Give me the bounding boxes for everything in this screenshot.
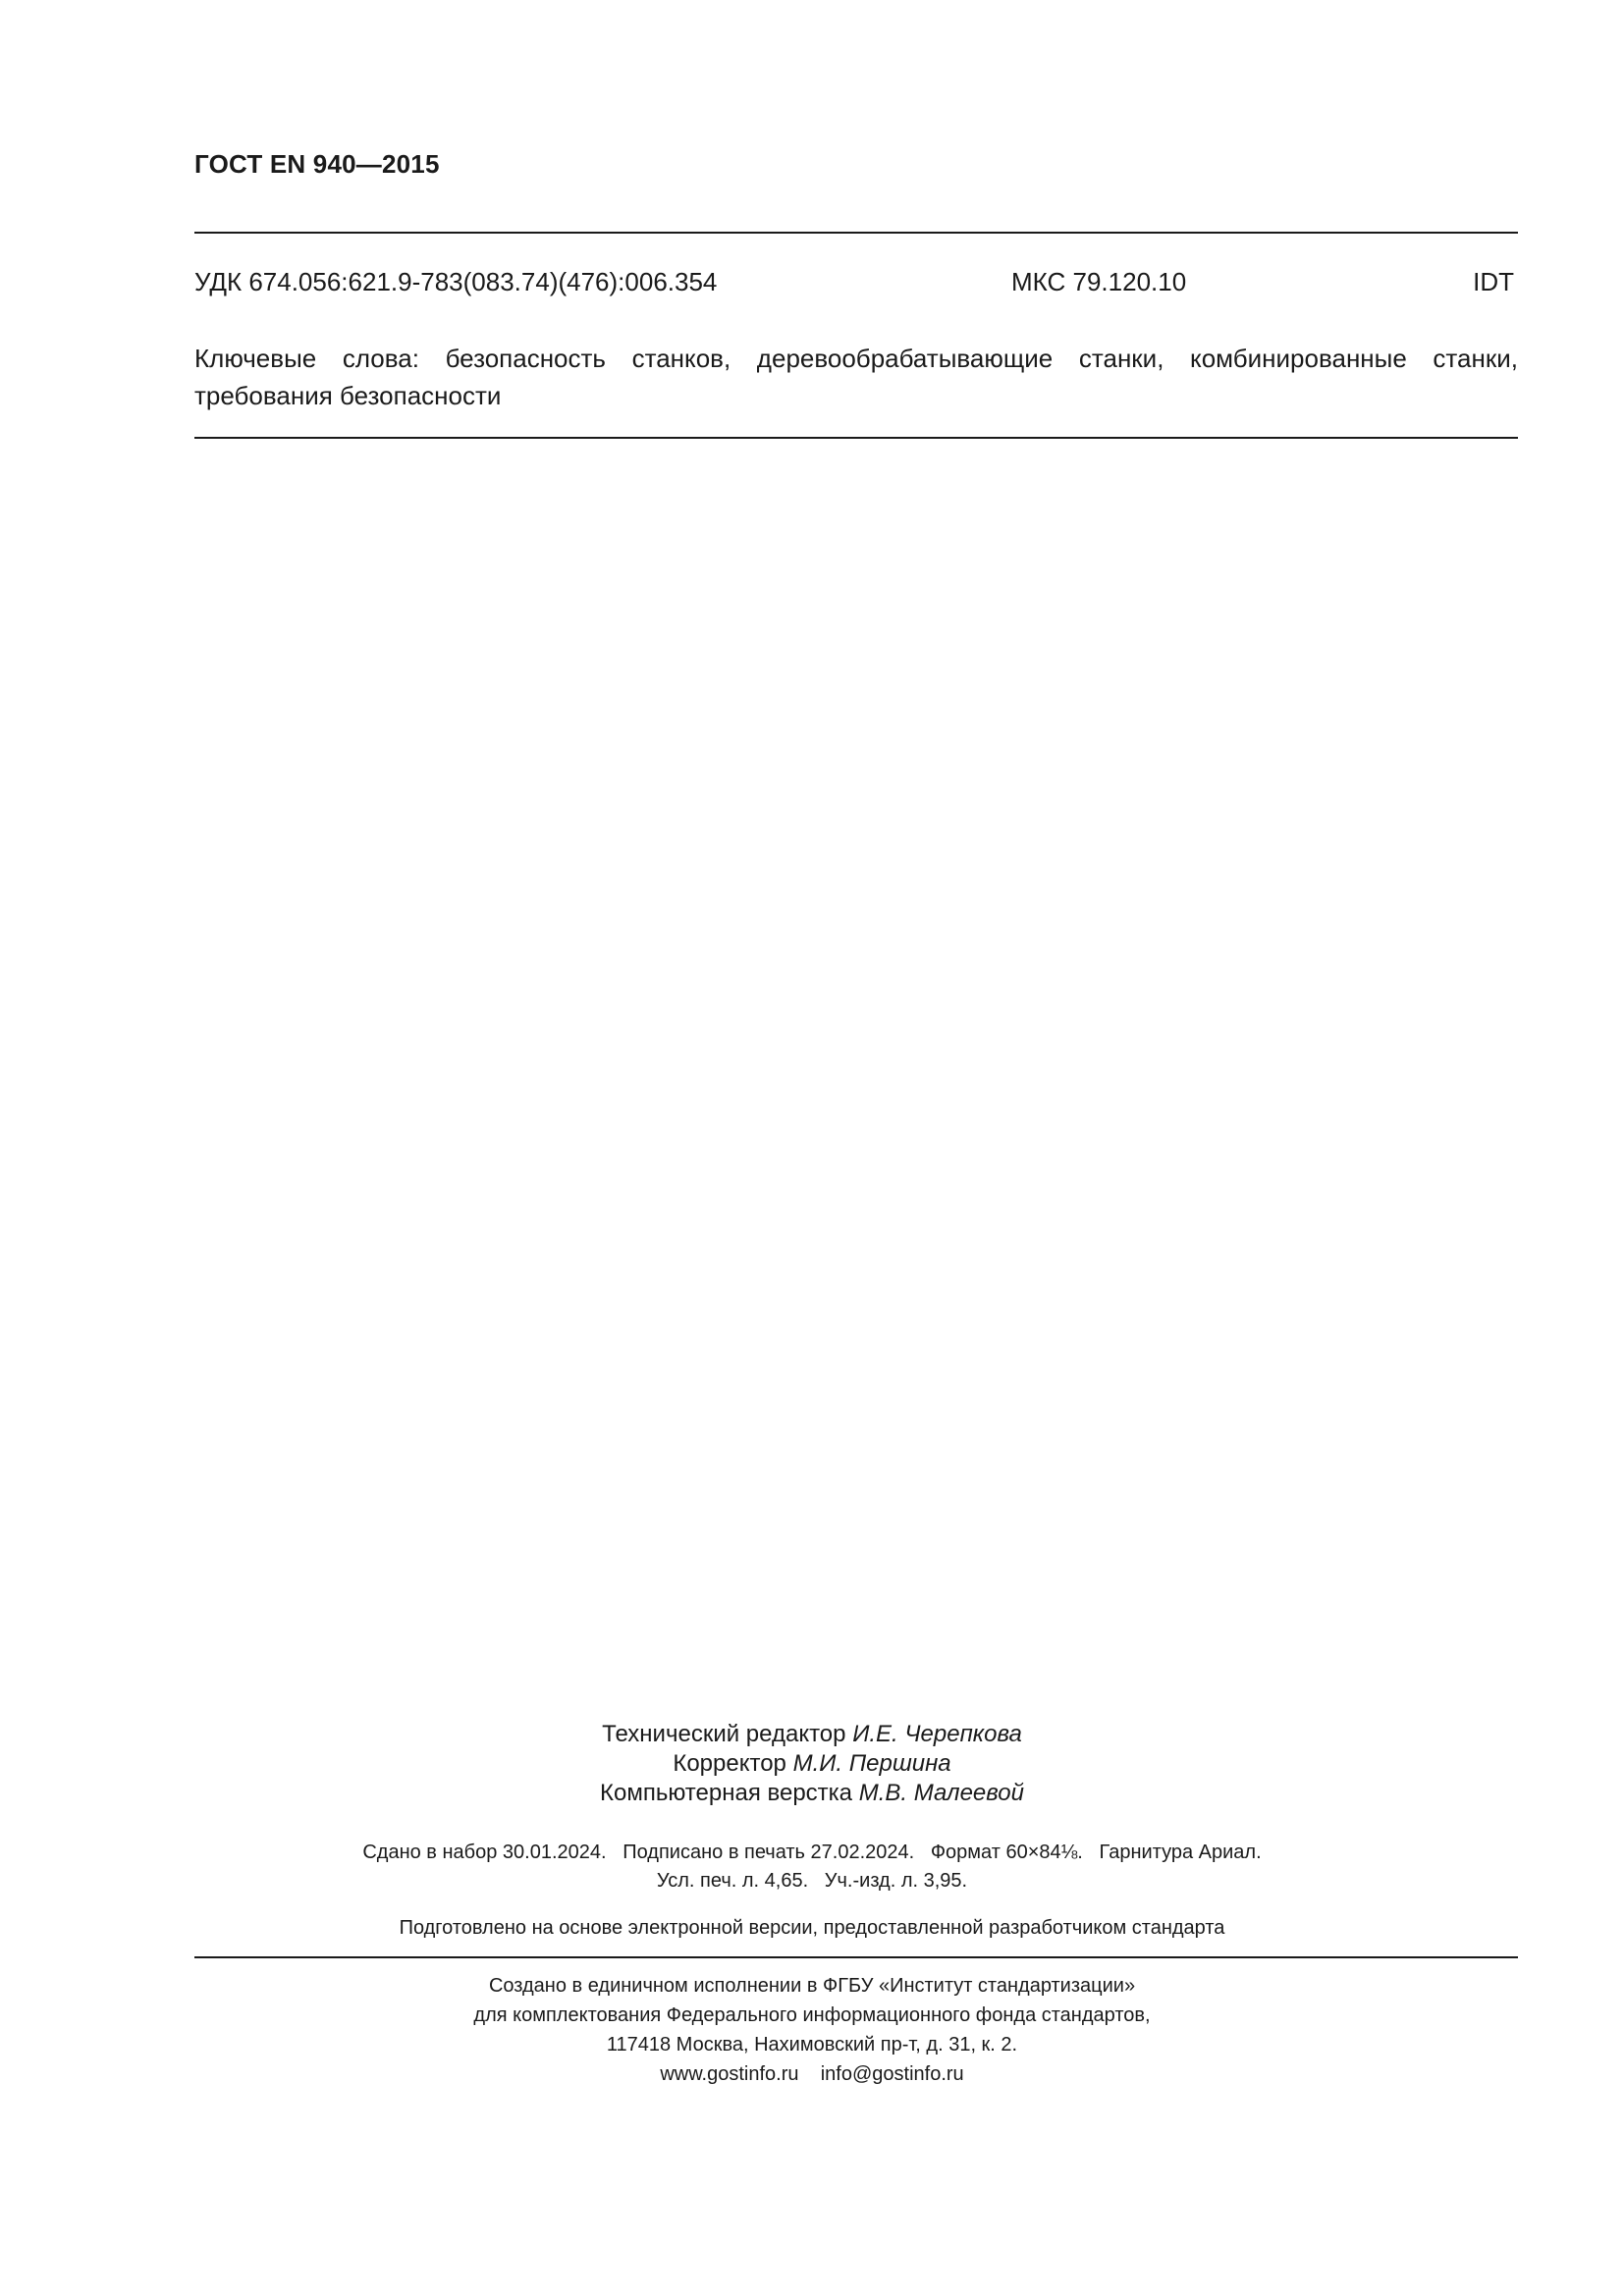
keywords-line-1: Ключевые слова: безопасность станков, деревообрабатывающие станки, комбинированные станки, [194,344,1518,373]
credit-role: Технический редактор [602,1721,846,1747]
mks-code: МКС 79.120.10 [1011,267,1187,296]
print-info-line-1: Сдано в набор 30.01.2024. Подписано в печать 27.02.2024. Формат 60×84⅛. Гарнитура Ариал. [362,1842,1262,1863]
publisher-line-1: Создано в единичном исполнении в ФГБУ «Институт стандартизации» [488,1975,1136,1997]
prepared-note: Подготовлено на основе электронной версии, предоставленной разработчиком стандарта [399,1917,1225,1939]
publisher-info [0,1971,1624,2089]
credit-name: М.В. Малеевой [858,1780,1024,1806]
credit-technical-editor [0,1720,1624,1749]
credit-name: М.И. Першина [792,1750,951,1777]
publisher-line-3: 117418 Москва, Нахимовский пр-т, д. 31, к. 2. [606,2034,1018,2056]
credit-layout [0,1779,1624,1808]
degree-of-correspondence: IDT [1473,267,1514,296]
publisher-websites[interactable]: www.gostinfo.ru info@gostinfo.ru [660,2063,964,2085]
print-info [0,1839,1624,1896]
keywords-divider [194,437,1518,439]
keywords-block [194,340,1518,414]
credit-name: И.Е. Черепкова [852,1721,1022,1747]
udk-code: УДК 674.056:621.9-783(083.74)(476):006.354 [194,267,718,296]
editorial-credits [0,1720,1624,1808]
credit-proofreader [0,1749,1624,1779]
keywords-line-2: требования безопасности [194,381,502,410]
credit-role: Корректор [673,1750,786,1777]
credit-role: Компьютерная верстка [600,1780,853,1806]
document-code: ГОСТ EN 940—2015 [194,149,440,179]
publisher-line-2: для комплектования Федерального информационного фонда стандартов, [473,2004,1151,2026]
classification-row [194,267,1518,300]
top-divider [194,232,1518,234]
publisher-divider [194,1956,1518,1958]
print-info-line-2: Усл. печ. л. 4,65. Уч.-изд. л. 3,95. [656,1870,968,1892]
